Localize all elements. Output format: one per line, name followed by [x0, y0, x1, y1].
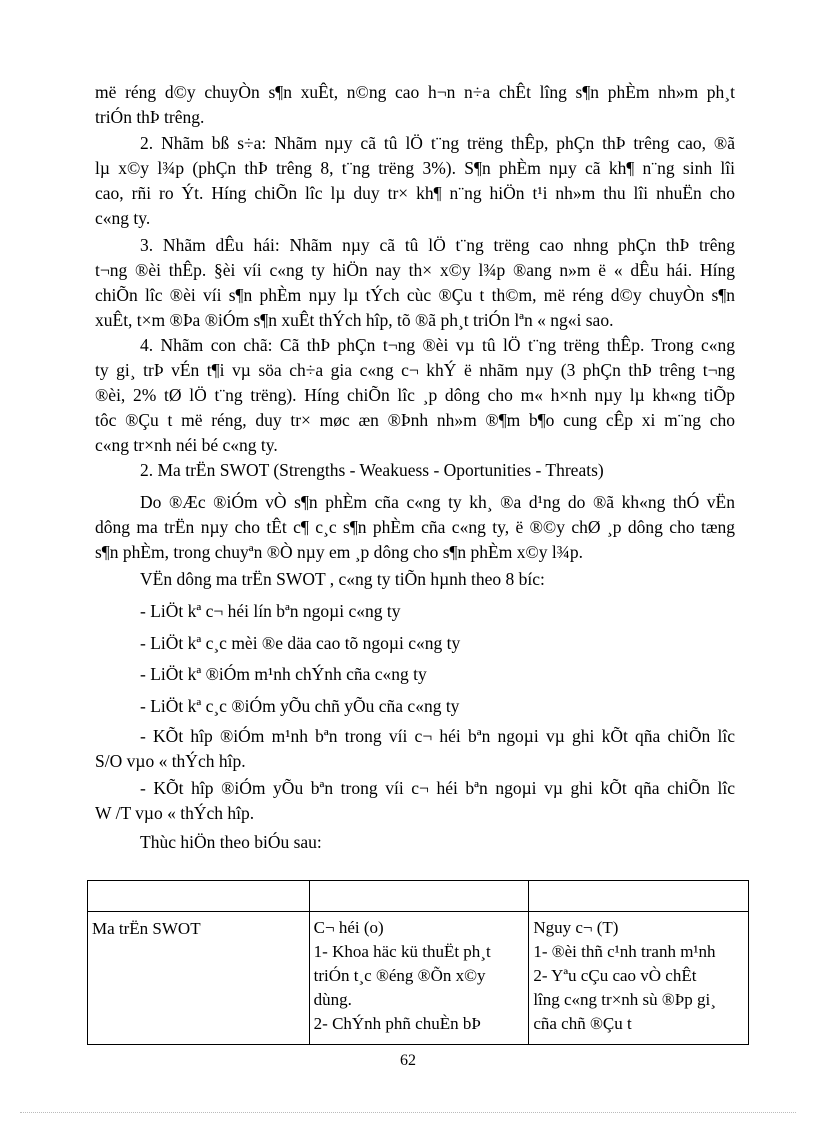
- bullet-item: - LiÖt kª c¸c ®iÓm yÕu chñ yÕu cña c«ng ty: [140, 696, 460, 716]
- cell-line: dùng.: [313, 990, 352, 1009]
- paragraph-swot-intro: [95, 490, 735, 565]
- cell-text: Ma trËn SWOT: [92, 919, 201, 938]
- paragraph-intro-continuation: [95, 80, 735, 130]
- text-line: triÓn thÞ trêng.: [95, 107, 205, 127]
- table-header-cell: [529, 881, 749, 912]
- cell-line: 2- ChÝnh phñ chuÈn bÞ: [313, 1014, 481, 1033]
- text-line: lµ x©y l¾p (phÇn thÞ trêng 8, t¨ng trëng 3%). S¶n phÈm nµy cã kh¶ n¨ng sinh lîi: [95, 158, 735, 178]
- text-line: cao, rñi ro Ýt. Híng chiÕn lîc lµ duy tr× kh¶ n¨ng hiÖn t¹i nh»m thu lîi nhuËn cho: [95, 183, 735, 203]
- text-line: c«ng ty.: [95, 208, 151, 228]
- text-line: 4. Nhãm con chã: Cã thÞ phÇn t¬ng ®èi vµ tû lÖ t¨ng trëng thÊp. Trong c«ng: [140, 335, 735, 355]
- text-line: W /T vµo « thÝch hîp.: [95, 803, 255, 823]
- paragraph-wt-strategy: [95, 776, 735, 826]
- table-row: [88, 912, 749, 1045]
- table-header-row: [88, 881, 749, 912]
- cell-line: C¬ héi (o): [313, 918, 384, 937]
- cell-line: 1- ®èi thñ c¹nh tranh m¹nh: [533, 942, 716, 961]
- text-line: tôc ®Çu t më réng, duy tr× møc æn ®Þnh nh»m ®¶m b¶o cung cÊp xi m¨ng cho: [95, 410, 735, 430]
- bullet-item: - LiÖt kª c¬ héi lín bªn ngoµi c«ng ty: [140, 601, 401, 621]
- text-line: më réng d©y chuyÒn s¶n xuÊt, n©ng cao h¬n n÷a chÊt lîng s¶n phÈm nh»m ph¸t: [95, 82, 735, 102]
- cell-line: lîng c«ng tr×nh sù ®Þp gi¸: [533, 990, 716, 1009]
- cell-line: triÓn t¸c ®éng ®Õn x©y: [313, 966, 486, 985]
- cell-line: Nguy c¬ (T): [533, 918, 619, 937]
- text-line: - KÕt hîp ®iÓm m¹nh bªn trong víi c¬ héi bªn ngoµi vµ ghi kÕt qña chiÕn lîc: [140, 726, 735, 746]
- paragraph-dog: [95, 333, 735, 458]
- text-line: chiÕn lîc ®èi víi s¶n phÈm nµy lµ tÝch cùc ®Çu t th©m, më réng d©y chuyÒn s¶n: [95, 285, 735, 305]
- cell-line: 2- Yªu cÇu cao vÒ chÊt: [533, 966, 697, 985]
- cell-line: cña chñ ®Çu t: [533, 1014, 632, 1033]
- paragraph-table-intro: Thùc hiÖn theo biÓu sau:: [140, 832, 322, 852]
- section-heading-swot: 2. Ma trËn SWOT (Strengths - Weakuess - Oportunities - Threats): [140, 460, 604, 480]
- table-header-cell: [309, 881, 529, 912]
- cell-line: 1- Khoa häc kü thuËt ph¸t: [313, 942, 491, 961]
- text-line: c«ng tr×nh néi bé c«ng ty.: [95, 435, 278, 455]
- page-number: 62: [400, 1052, 416, 1069]
- text-line: t¬ng ®èi thÊp. §èi víi c«ng ty hiÖn nay th× x©y l¾p ®ang n»m ë « dÊu hái. Híng: [95, 260, 735, 280]
- text-line: S/O vµo « thÝch hîp.: [95, 751, 246, 771]
- text-line: 2. Nhãm bß s÷a: Nhãm nµy cã tû lÖ t¨ng trëng thÊp, phÇn thÞ trêng cao, ®ã: [140, 133, 735, 153]
- text-line: 3. Nhãm dÊu hái: Nhãm nµy cã tû lÖ t¨ng trëng cao nhng phÇn thÞ trêng: [140, 235, 735, 255]
- table-cell-opportunities: [309, 912, 529, 1045]
- table-cell-swot-label: [88, 912, 310, 1045]
- text-line: Do ®Æc ®iÓm vÒ s¶n phÈm cña c«ng ty kh¸ ®a d¹ng do ®ã kh«ng thÓ vËn: [140, 492, 735, 512]
- text-line: xuÊt, t×m ®Þa ®iÓm s¶n xuÊt thÝch hîp, tõ ®ã ph¸t triÓn lªn « ng«i sao.: [95, 310, 614, 330]
- table-header-cell: [88, 881, 310, 912]
- bullet-item: - LiÖt kª ®iÓm m¹nh chÝnh cña c«ng ty: [140, 664, 427, 684]
- text-line: s¶n phÈm, trong chuyªn ®Ò nµy em ¸p dông cho s¶n phÈm x©y l¾p.: [95, 542, 584, 562]
- paragraph-so-strategy: [95, 724, 735, 774]
- paragraph-question-mark: [95, 233, 735, 333]
- text-line: dông ma trËn nµy cho tÊt c¶ c¸c s¶n phÈm cña c«ng ty, ë ®©y chØ ¸p dông cho tæng: [95, 517, 735, 537]
- paragraph-steps-intro: VËn dông ma trËn SWOT , c«ng ty tiÕn hµnh theo 8 bíc:: [140, 569, 545, 589]
- text-line: ty gi¸ trÞ vÉn t¶i vµ söa ch÷a gia c«ng c¬ khÝ ë nhãm nµy (3 phÇn thÞ trêng t¬ng: [95, 360, 735, 380]
- text-line: ®èi, 2% tØ lÖ t¨ng trëng). Híng chiÕn lîc ¸p dông cho m« h×nh nµy lµ kh«ng tiÕp: [95, 385, 735, 405]
- bullet-item: - LiÖt kª c¸c mèi ®e däa cao tõ ngoµi c«ng ty: [140, 633, 461, 653]
- footer-divider: [20, 1112, 796, 1113]
- text-line: - KÕt hîp ®iÓm yÕu bªn trong víi c¬ héi bªn ngoµi vµ ghi kÕt qña chiÕn lîc: [140, 778, 735, 798]
- table-cell-threats: [529, 912, 749, 1045]
- paragraph-cash-cow: [95, 131, 735, 231]
- swot-table: [87, 880, 749, 1045]
